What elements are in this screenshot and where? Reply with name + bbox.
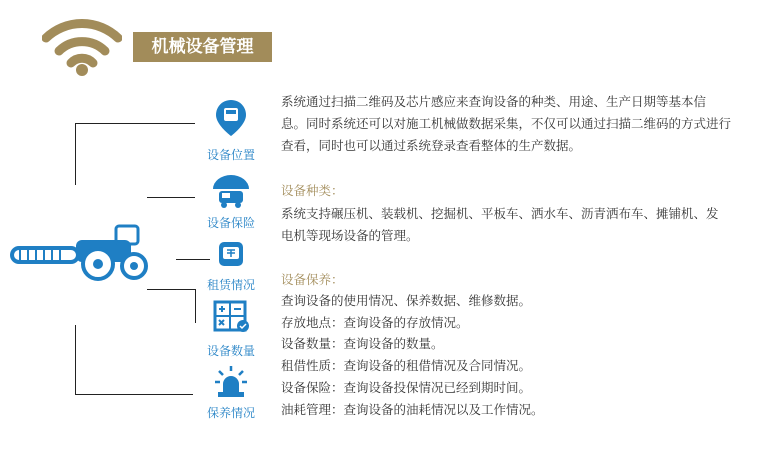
calculator-icon — [213, 300, 251, 334]
road-roller-machine-icon — [8, 222, 153, 284]
maintenance-item: 设备保险：查询设备投保情况已经到期时间。 — [281, 379, 532, 395]
feature-maintenance[interactable] — [196, 366, 266, 426]
connector-line — [75, 123, 195, 124]
connector-line — [75, 325, 76, 395]
feature-rent[interactable] — [196, 238, 266, 294]
intro-paragraph — [281, 91, 761, 157]
intro-line: 查看，同时也可以通过系统登录查看整体的生产数据。 — [281, 138, 582, 153]
connector-line — [75, 394, 193, 395]
feature-label: 设备保险 — [206, 216, 255, 230]
location-pin-icon — [214, 98, 248, 138]
feature-insurance[interactable] — [196, 173, 266, 233]
wifi-icon — [42, 14, 122, 76]
types-line: 电机等现场设备的管理。 — [281, 228, 419, 243]
connector-line — [75, 123, 76, 185]
types-heading: 设备种类： — [281, 183, 344, 198]
maintenance-heading: 设备保养： — [281, 272, 344, 287]
feature-location[interactable] — [196, 98, 266, 166]
intro-line: 息。同时系统还可以对施工机械做数据采集，不仅可以通过扫描二维码的方式进行 — [281, 116, 732, 131]
feature-label: 设备数量 — [206, 344, 255, 358]
connector-line — [147, 197, 195, 198]
intro-line: 系统通过扫描二维码及芯片感应来查询设备的种类、用途、生产日期等基本信 — [281, 94, 707, 109]
maintenance-item: 查询设备的使用情况、保养数据、维修数据。 — [281, 293, 532, 308]
connector-line — [147, 289, 195, 290]
insurance-umbrella-icon — [211, 173, 251, 209]
page-title: 机械设备管理 — [133, 32, 272, 62]
types-line: 系统支持碾压机、装载机、挖掘机、平板车、洒水车、沥青洒布车、摊铺机、发 — [281, 206, 719, 221]
rent-hand-icon — [215, 238, 247, 270]
feature-label: 保养情况 — [206, 406, 255, 420]
maintenance-item: 租借性质：查询设备的租借情况及合同情况。 — [281, 358, 532, 374]
feature-label: 设备位置 — [206, 148, 255, 162]
feature-quantity[interactable] — [196, 300, 266, 360]
maintenance-item: 油耗管理：查询设备的油耗情况以及工作情况。 — [281, 401, 544, 417]
maintenance-section — [281, 270, 761, 420]
maintenance-item: 设备数量：查询设备的数量。 — [281, 336, 444, 352]
feature-label: 租赁情况 — [206, 278, 255, 292]
maintenance-item: 存放地点：查询设备的存放情况。 — [281, 314, 469, 330]
types-section — [281, 181, 761, 247]
alarm-light-icon — [214, 366, 248, 398]
